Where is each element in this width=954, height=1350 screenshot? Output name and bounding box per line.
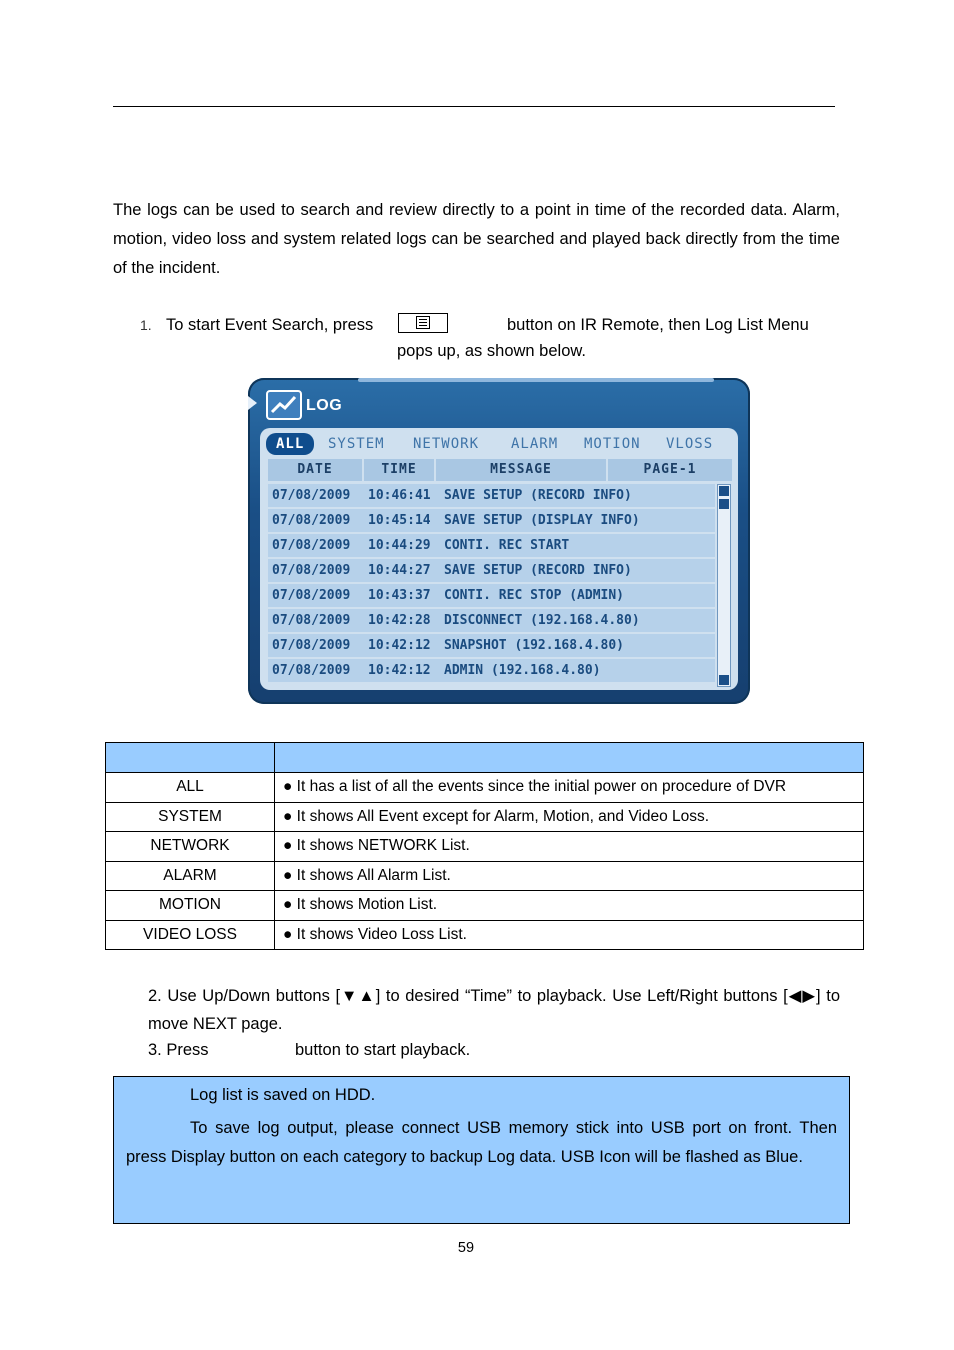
log-time: 10:42:12 bbox=[368, 638, 431, 653]
category-name: VIDEO LOSS bbox=[106, 920, 275, 950]
step-1-text-before: To start Event Search, press bbox=[166, 316, 374, 334]
note-box bbox=[113, 1076, 850, 1224]
table-header-cell bbox=[106, 743, 275, 773]
menu-list-icon bbox=[398, 313, 448, 333]
log-row[interactable] bbox=[268, 634, 715, 657]
category-table bbox=[105, 742, 864, 950]
log-row[interactable] bbox=[268, 484, 715, 507]
table-row bbox=[106, 891, 864, 921]
log-date: 07/08/2009 bbox=[272, 488, 351, 503]
col-message-header: MESSAGE bbox=[436, 459, 606, 481]
log-time: 10:42:12 bbox=[368, 663, 431, 678]
log-message: SNAPSHOT (192.168.4.80) bbox=[444, 638, 625, 653]
step-1-number: 1. bbox=[140, 317, 152, 333]
note-line-2: To save log output, please connect USB memory stick into USB port on front. Then press Display button on each category to backup Log data. USB Icon will be flashed as Blue. bbox=[126, 1119, 837, 1166]
log-title: LOG bbox=[306, 397, 343, 414]
log-time: 10:43:37 bbox=[368, 588, 431, 603]
category-description: ● It shows Motion List. bbox=[275, 891, 864, 921]
log-time: 10:42:28 bbox=[368, 613, 431, 628]
tab-vloss[interactable]: VLOSS bbox=[666, 436, 714, 452]
step-2: 2. Use Up/Down buttons [▼▲] to desired “Time” to playback. Use Left/Right buttons [◀▶] to move NEXT page. bbox=[148, 987, 840, 1033]
log-row[interactable] bbox=[268, 609, 715, 632]
tab-motion[interactable]: MOTION bbox=[584, 436, 641, 452]
scroll-thumb[interactable] bbox=[719, 499, 729, 509]
log-panel bbox=[260, 428, 738, 690]
step-1-text-after: button on IR Remote, then Log List Menu bbox=[507, 316, 809, 334]
scroll-up-icon[interactable] bbox=[719, 486, 729, 496]
table-row bbox=[106, 920, 864, 950]
log-message: CONTI. REC START bbox=[444, 538, 570, 553]
table-row bbox=[106, 773, 864, 803]
log-row[interactable] bbox=[268, 509, 715, 532]
log-message: CONTI. REC STOP (ADMIN) bbox=[444, 588, 625, 603]
log-date: 07/08/2009 bbox=[272, 663, 351, 678]
log-row[interactable] bbox=[268, 659, 715, 682]
log-message: SAVE SETUP (DISPLAY INFO) bbox=[444, 513, 640, 528]
table-row bbox=[106, 861, 864, 891]
tab-alarm[interactable]: ALARM bbox=[511, 436, 559, 452]
log-time: 10:44:29 bbox=[368, 538, 431, 553]
category-description: ● It shows All Event except for Alarm, Motion, and Video Loss. bbox=[275, 802, 864, 832]
log-time: 10:44:27 bbox=[368, 563, 431, 578]
log-date: 07/08/2009 bbox=[272, 613, 351, 628]
col-page-header: PAGE-1 bbox=[608, 459, 732, 481]
log-date: 07/08/2009 bbox=[272, 538, 351, 553]
category-name: SYSTEM bbox=[106, 802, 275, 832]
col-time-header: TIME bbox=[364, 459, 434, 481]
category-name: NETWORK bbox=[106, 832, 275, 862]
log-scrollbar[interactable] bbox=[717, 484, 731, 687]
log-row[interactable] bbox=[268, 534, 715, 557]
log-message: ADMIN (192.168.4.80) bbox=[444, 663, 601, 678]
dvr-top-bar bbox=[358, 378, 714, 382]
log-chart-icon bbox=[266, 390, 302, 420]
step-3-text-before: 3. Press bbox=[148, 1041, 209, 1059]
step-3 bbox=[148, 1041, 471, 1060]
step-3-text-after: button to start playback. bbox=[295, 1041, 471, 1059]
table-header-row bbox=[106, 743, 864, 773]
log-message: SAVE SETUP (RECORD INFO) bbox=[444, 563, 632, 578]
log-row[interactable] bbox=[268, 584, 715, 607]
note-line-1: Log list is saved on HDD. bbox=[190, 1086, 376, 1104]
play-arrow-icon bbox=[248, 396, 257, 410]
category-name: MOTION bbox=[106, 891, 275, 921]
scroll-down-icon[interactable] bbox=[719, 675, 729, 685]
log-date: 07/08/2009 bbox=[272, 513, 351, 528]
intro-paragraph: The logs can be used to search and review directly to a point in time of the recorded data. Alarm, motion, video loss and system related logs can be searched and played back directly from the time of the incident. bbox=[113, 201, 840, 277]
header-rule bbox=[113, 106, 835, 107]
category-description: ● It shows NETWORK List. bbox=[275, 832, 864, 862]
step-1 bbox=[140, 316, 840, 360]
tab-network[interactable]: NETWORK bbox=[413, 436, 480, 452]
dvr-log-screen bbox=[248, 378, 750, 704]
category-name: ALL bbox=[106, 773, 275, 803]
col-date-header: DATE bbox=[268, 459, 362, 481]
page-number: 59 bbox=[457, 1240, 475, 1256]
log-time: 10:46:41 bbox=[368, 488, 431, 503]
tab-system[interactable]: SYSTEM bbox=[328, 436, 385, 452]
log-message: SAVE SETUP (RECORD INFO) bbox=[444, 488, 632, 503]
table-row bbox=[106, 802, 864, 832]
category-name: ALARM bbox=[106, 861, 275, 891]
step-1-text-line2: pops up, as shown below. bbox=[397, 342, 586, 360]
log-date: 07/08/2009 bbox=[272, 638, 351, 653]
log-row[interactable] bbox=[268, 559, 715, 582]
log-date: 07/08/2009 bbox=[272, 563, 351, 578]
category-description: ● It has a list of all the events since the initial power on procedure of DVR bbox=[275, 773, 864, 803]
log-date: 07/08/2009 bbox=[272, 588, 351, 603]
category-description: ● It shows Video Loss List. bbox=[275, 920, 864, 950]
log-time: 10:45:14 bbox=[368, 513, 431, 528]
table-header-cell bbox=[275, 743, 864, 773]
tab-all[interactable]: ALL bbox=[266, 433, 314, 455]
table-row bbox=[106, 832, 864, 862]
category-description: ● It shows All Alarm List. bbox=[275, 861, 864, 891]
log-message: DISCONNECT (192.168.4.80) bbox=[444, 613, 640, 628]
